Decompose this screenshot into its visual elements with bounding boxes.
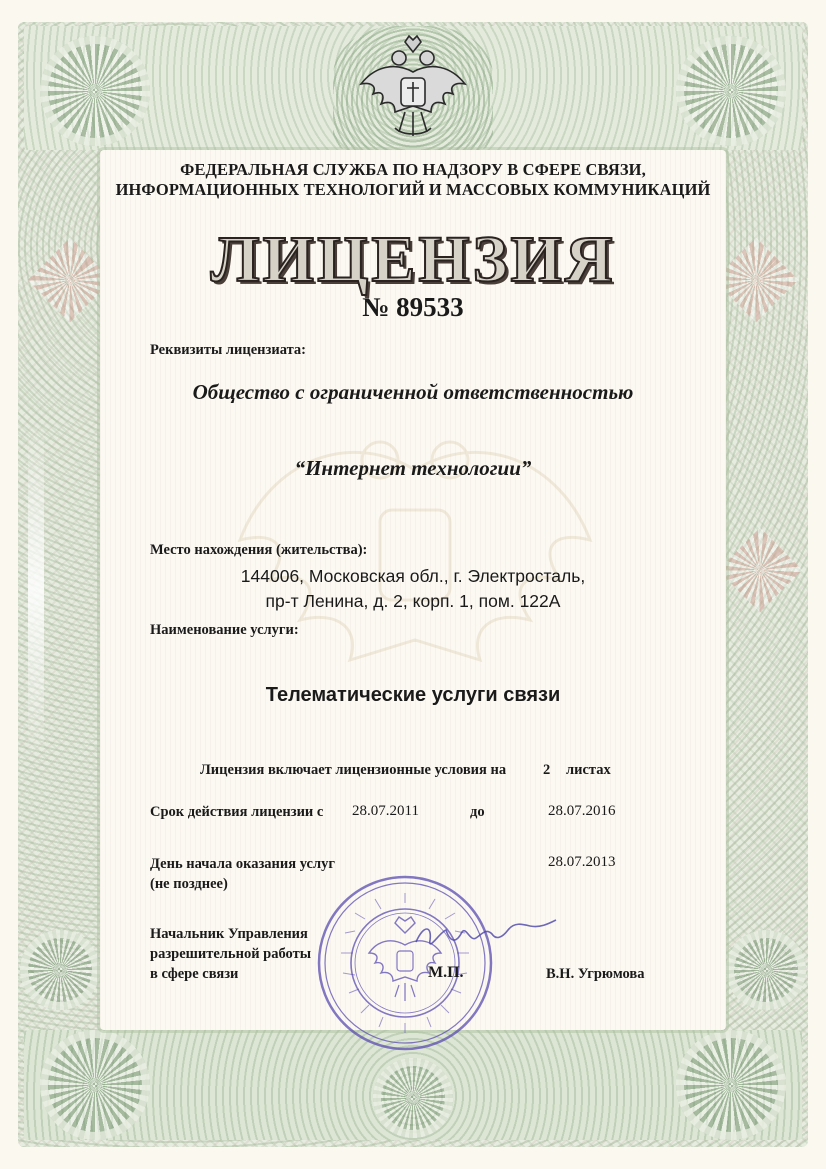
validity-from-date: 28.07.2011 bbox=[352, 803, 419, 819]
official-seal-icon bbox=[315, 873, 495, 1053]
rosette-top-right bbox=[676, 36, 786, 146]
scan-glare bbox=[28, 420, 44, 760]
start-label-line1: День начала оказания услуг bbox=[150, 856, 335, 872]
licensee-label: Реквизиты лицензиата: bbox=[150, 342, 306, 358]
signatory-title-line3: в сфере связи bbox=[150, 966, 239, 982]
signature-icon bbox=[410, 912, 560, 958]
rosette-bottom-left bbox=[40, 1030, 150, 1140]
seal-place-mark: М.П. bbox=[428, 964, 464, 981]
signatory-title-line2: разрешительной работы bbox=[150, 946, 312, 962]
signatory-name: В.Н. Угрюмова bbox=[546, 966, 645, 982]
licensee-name-line1: Общество с ограниченной ответственностью bbox=[192, 380, 634, 404]
service-name: Телематические услуги связи bbox=[265, 684, 561, 706]
license-number: № 89533 bbox=[362, 292, 464, 322]
rosette-top-left bbox=[40, 36, 150, 146]
document-title: ЛИЦЕНЗИЯ bbox=[210, 223, 616, 296]
validity-label: Срок действия лицензии с bbox=[150, 804, 324, 820]
start-date: 28.07.2013 bbox=[548, 854, 616, 870]
validity-to-label: до bbox=[470, 804, 485, 820]
conditions-text: Лицензия включает лицензионные условия на bbox=[200, 762, 507, 778]
signatory-title-line1: Начальник Управления bbox=[150, 926, 308, 942]
agency-name-line2: ИНФОРМАЦИОННЫХ ТЕХНОЛОГИЙ И МАССОВЫХ КОММУНИКАЦИЙ bbox=[115, 180, 711, 199]
conditions-count: 2 bbox=[543, 762, 551, 778]
rosette-left-middle bbox=[20, 930, 100, 1010]
coat-of-arms-icon bbox=[355, 32, 471, 144]
address-line1: 144006, Московская обл., г. Электросталь, bbox=[240, 566, 586, 586]
validity-to-date: 28.07.2016 bbox=[548, 803, 616, 819]
agency-name-line1: ФЕДЕРАЛЬНАЯ СЛУЖБА ПО НАДЗОРУ В СФЕРЕ СВЯЗИ, bbox=[180, 160, 646, 179]
rosette-bottom-center bbox=[373, 1058, 453, 1138]
conditions-unit: листах bbox=[566, 762, 611, 778]
rosette-bottom-right bbox=[676, 1030, 786, 1140]
location-label: Место нахождения (жительства): bbox=[150, 542, 368, 558]
service-label: Наименование услуги: bbox=[150, 622, 299, 638]
rosette-right-middle bbox=[726, 930, 806, 1010]
address-line2: пр-т Ленина, д. 2, корп. 1, пом. 122А bbox=[265, 591, 561, 611]
start-label-line2: (не позднее) bbox=[150, 876, 228, 892]
licensee-name-line2: “Интернет технологии” bbox=[294, 456, 532, 480]
eagle-watermark-icon bbox=[230, 400, 600, 730]
